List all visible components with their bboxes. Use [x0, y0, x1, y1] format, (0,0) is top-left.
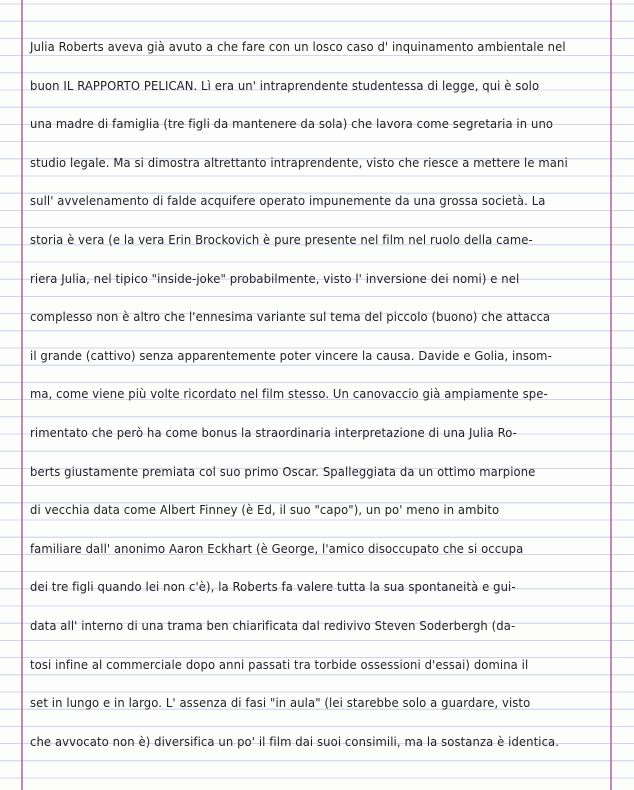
text-line-01: Julia Roberts aveva già avuto a che fare con un losco caso d' inquinamento ambientale nel: [30, 40, 566, 54]
text-line-03: una madre di famiglia (tre figli da mantenere da sola) che lavora come segretaria in uno: [30, 117, 554, 132]
text-line-14: familiare dall' anonimo Aaron Eckhart (è George, l'amico disoccupato che si occupa: [30, 541, 524, 556]
text-line-06: storia è vera (e la vera Erin Brockovich è pure presente nel film nel ruolo della came-: [30, 233, 533, 247]
text-line-08: complesso non è altro che l'ennesima variante sul tema del piccolo (buono) che attacca: [30, 310, 551, 325]
text-line-13: di vecchia data come Albert Finney (è Ed, il suo "capo"), un po' meno in ambito: [30, 503, 500, 518]
text-line-18: set in lungo e in largo. L' assenza di fasi "in aula" (lei starebbe solo a guardare, visto: [30, 696, 531, 711]
text-line-09: il grande (cattivo) senza apparentemente poter vincere la causa. Davide e Golia, insom-: [30, 348, 552, 363]
text-line-07: riera Julia, nel tipico "inside-joke" probabilmente, visto l' inversione dei nomi) e nel: [30, 271, 520, 286]
text-line-02: buon IL RAPPORTO PELICAN. Lì era un' intraprendente studentessa di legge, qui è solo: [30, 78, 540, 93]
text-line-19: che avvocato non è) diversifica un po' il film dai suoi consimili, ma la sostanza è identica.: [30, 734, 560, 749]
text-line-05: sull' avvelenamento di falde acquifere operato impunemente da una grossa società. La: [30, 194, 546, 209]
text-line-16: data all' interno di una trama ben chiarificata dal redivivo Steven Soderbergh (da-: [30, 619, 516, 633]
text-line-11: rimentato che però ha come bonus la straordinaria interpretazione di una Julia Ro-: [30, 426, 517, 440]
text-line-04: studio legale. Ma si dimostra altrettanto intraprendente, visto che riesce a mettere le mani: [30, 155, 568, 170]
text-line-12: berts giustamente premiata col suo primo Oscar. Spalleggiata da un ottimo marpione: [30, 464, 536, 479]
text-line-10: ma, come viene più volte ricordato nel film stesso. Un canovaccio già ampiamente spe-: [30, 387, 548, 402]
text-line-17: tosi infine al commerciale dopo anni passati tra torbide ossessioni d'essai) domina il: [30, 657, 529, 672]
text-line-15: dei tre figli quando lei non c'è), la Roberts fa valere tutta la sua spontaneità e gui-: [30, 580, 516, 595]
